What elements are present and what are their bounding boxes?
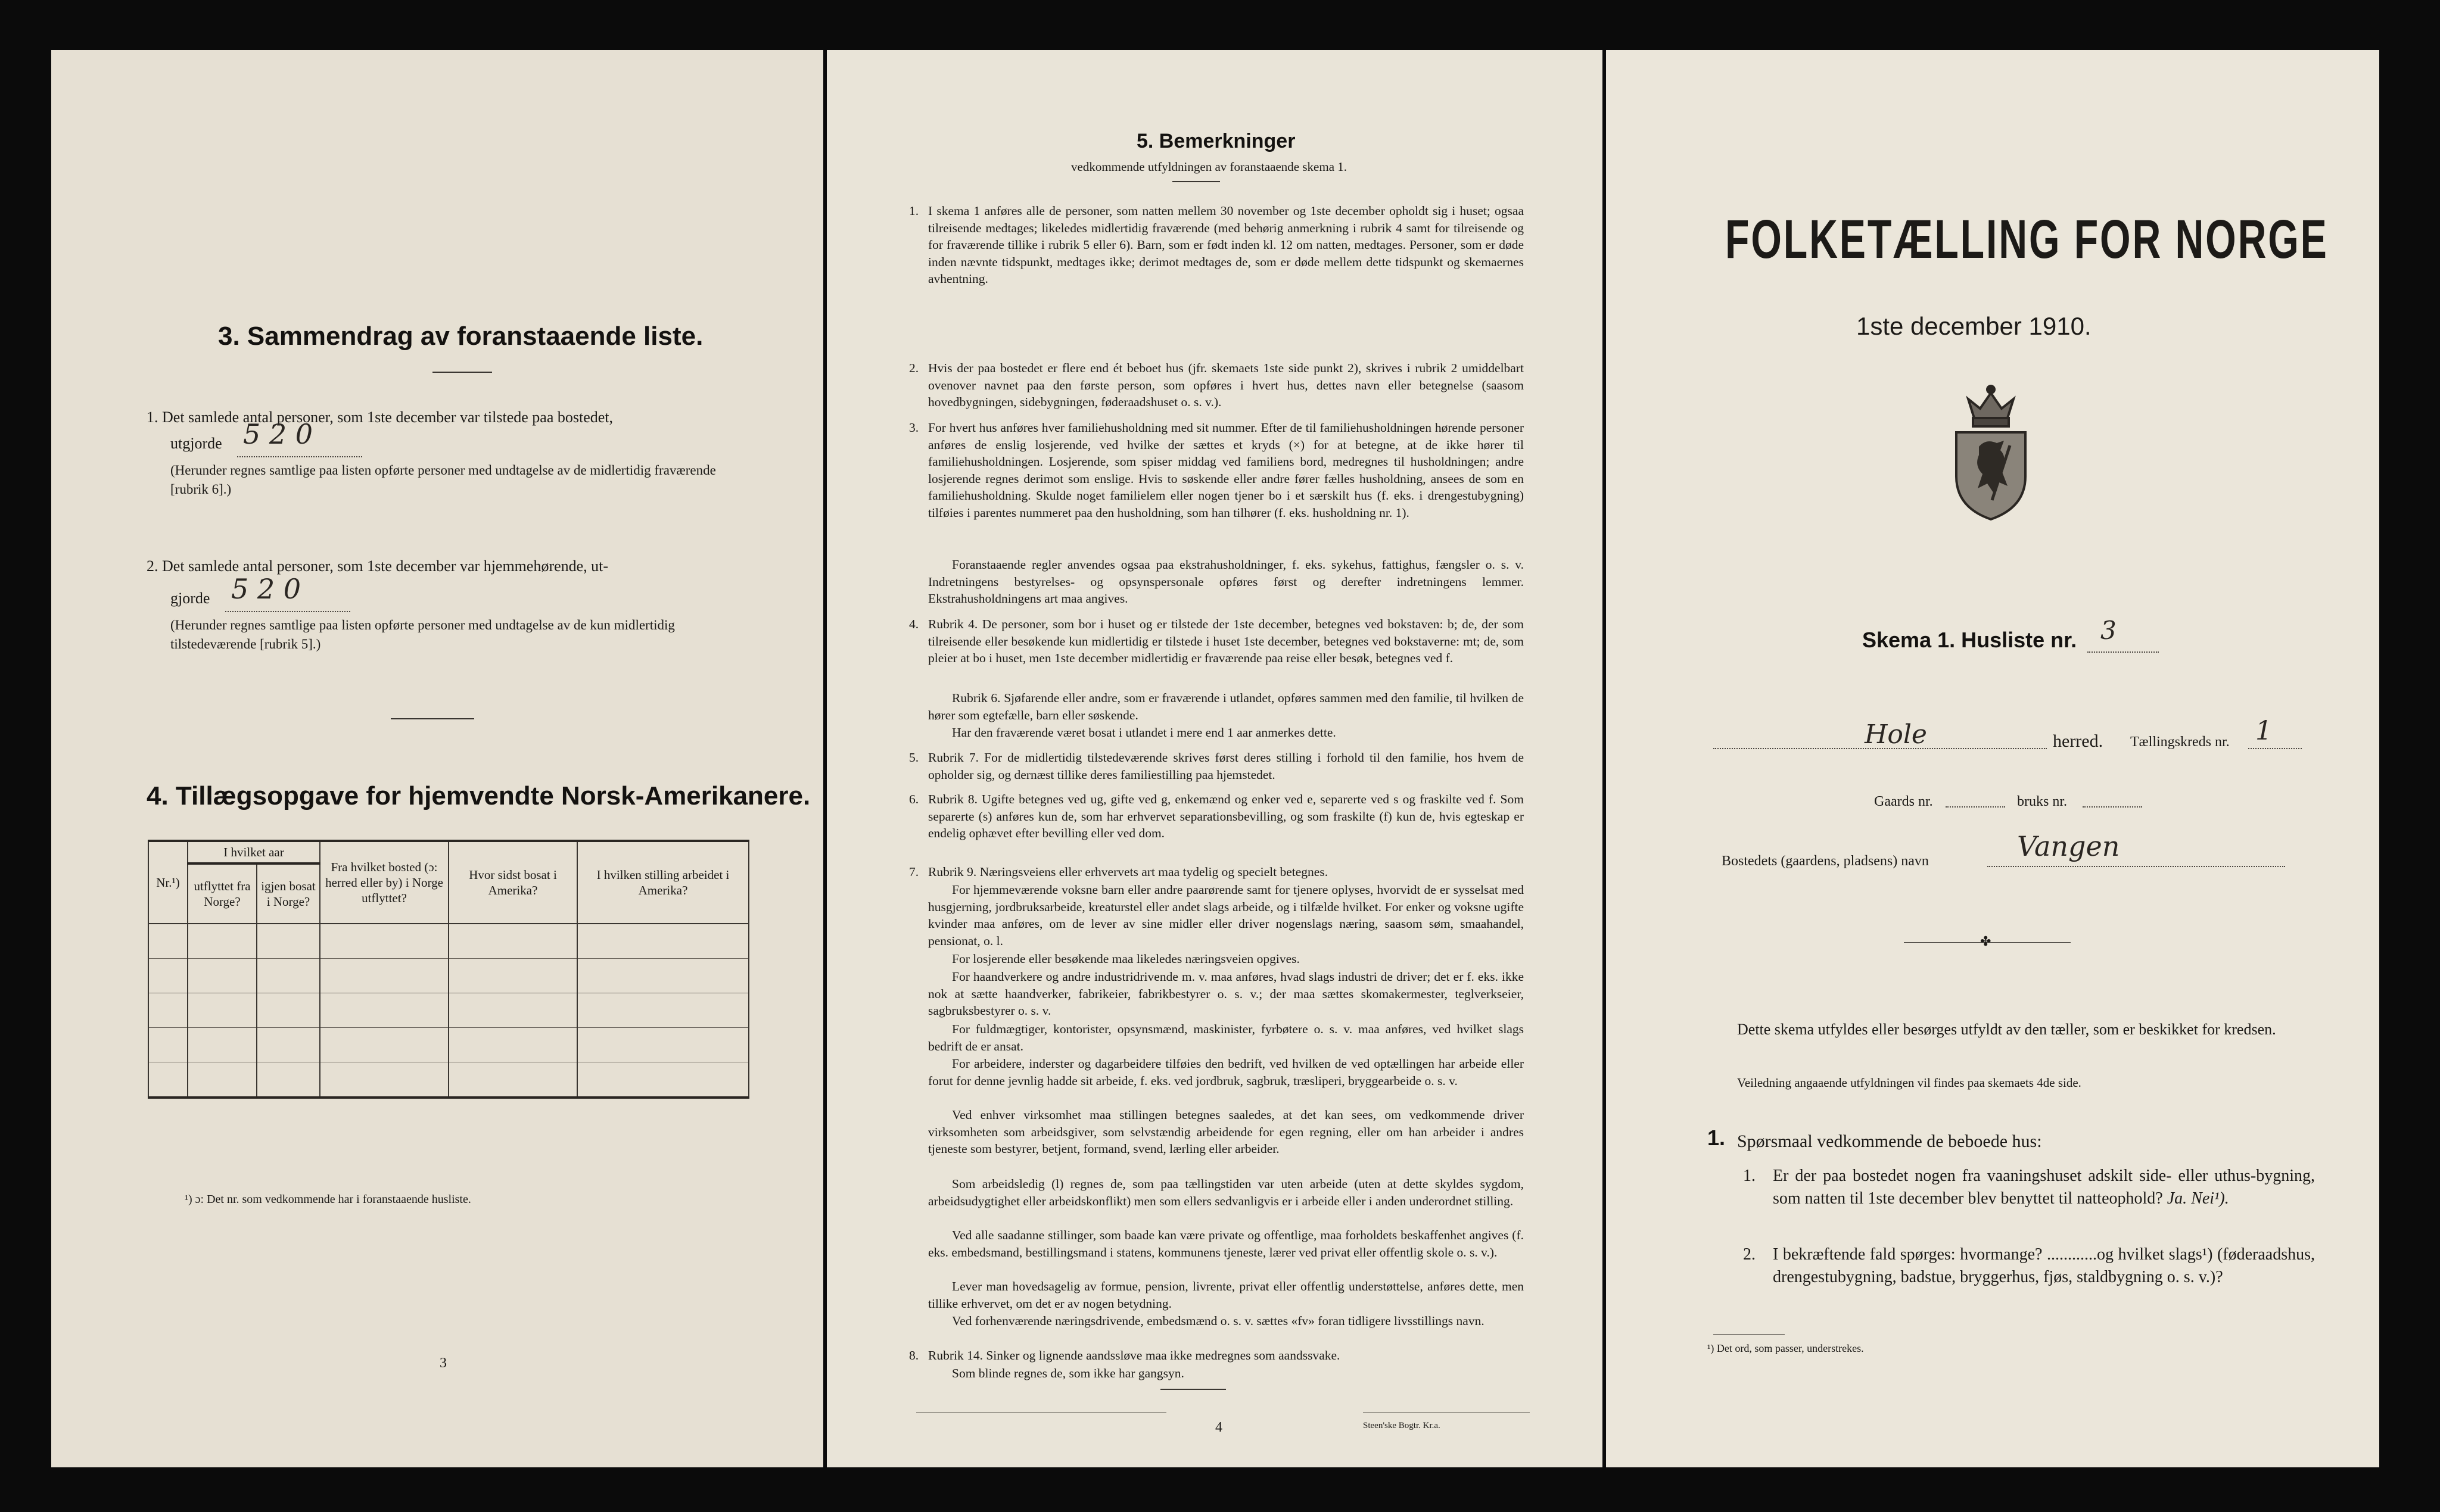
remark-6-number: 6. <box>909 792 919 806</box>
remark-4b: Rubrik 6. Sjøfarende eller andre, som er fraværende i utlandet, opføres sammen med den familie, til hvilken de hører som egtefælle, barn eller søskende. <box>928 691 1524 722</box>
remark-7f: For arbeidere, inderster og dagarbeidere tilføies den bedrift, ved hvilken de ved optællingen har arbeide eller forut for denne jevnlig hadde sit arbeide, f. eks. ved jordbruk, sagbruk, træsliperi, bryggearbeide o. s. v. <box>928 1056 1524 1088</box>
remark-4 <box>909 616 1524 667</box>
printer-imprint: Steen'ske Bogtr. Kr.a. <box>1363 1421 1440 1430</box>
col-igjen-bosat: igjen bosat i Norge? <box>257 863 320 924</box>
remark-8b: Som blinde regnes de, som ikke har gangsyn. <box>952 1366 1184 1380</box>
section4-title: 4. Tillægsopgave for hjemvendte Norsk-Amerikanere. <box>147 781 811 810</box>
fill-line <box>2083 806 2142 808</box>
census-title: FOLKETÆLLING FOR NORGE <box>1725 209 2329 270</box>
remark-2 <box>909 360 1524 411</box>
fill-line <box>1987 866 2285 867</box>
herred-label: herred. <box>2053 731 2103 751</box>
remark-8-text: Rubrik 14. Sinker og lignende aandssløve maa ikke medregnes som aandssvake. <box>928 1348 1340 1363</box>
summary-item-2-label: gjorde <box>170 590 210 607</box>
remark-1 <box>909 202 1524 288</box>
remark-7g: Ved enhver virksomhet maa stillingen betegnes saaledes, at det kan sees, om vedkommende driver virksomheten som arbeidsgiver, som selvstændig arbeidende for egen regning, eller om han arbeider i andres tjeneste som bestyrer, betjent, formand, svend, lærling eller arbeider. <box>928 1108 1524 1156</box>
census-date: 1ste december 1910. <box>1856 312 2092 340</box>
remark-7i: Ved alle saadanne stillinger, som baade kan være private og offentlige, maa forholdets beskaffenhet angives (f. eks. embedsmand, bestillingsmand i statens, kommunens tjeneste, lærer ved privat eller offentlig skole o. s. v.). <box>928 1228 1524 1260</box>
divider <box>432 372 492 373</box>
remark-8 <box>909 1347 1524 1364</box>
page-right <box>1606 50 2379 1467</box>
remark-7d: For haandverkere og andre industridrivende m. v. maa anføres, hvad slags industri de driver; det er f. eks. ikke nok at sætte haandverker, fabrikeier, fabrikbestyrer o. s. v.; der maa sættes skomakermester, teglverkseier, sagbruksbestyrer o. s. v. <box>928 969 1524 1018</box>
remark-3-number: 3. <box>909 420 919 435</box>
col-fra-bosted: Fra hvilket bosted (ɔ: herred eller by) i Norge utflyttet? <box>320 841 449 924</box>
table-row <box>148 1028 749 1062</box>
remark-5 <box>909 749 1524 783</box>
summary-item-1-text: 1. Det samlede antal personer, som 1ste december var tilstede paa bostedet, <box>147 409 614 426</box>
remarks-subtitle: vedkommende utfyldningen av foranstaaende skema 1. <box>1071 160 1347 174</box>
col-utflyttet: utflyttet fra Norge? <box>188 863 257 924</box>
remark-7-number: 7. <box>909 865 919 879</box>
summary-item-1-note: (Herunder regnes samtlige paa listen opførte personer med undtagelse av de midlertidig fraværende [rubrik 6].) <box>170 463 716 497</box>
fill-line <box>2248 748 2302 749</box>
divider <box>1713 1334 1785 1335</box>
remark-7k: Ved forhenværende næringsdrivende, embedsmænd o. s. v. sættes «fv» foran tidligere livsstillings navn. <box>952 1314 1484 1328</box>
remark-2-number: 2. <box>909 361 919 375</box>
remark-5-text: Rubrik 7. For de midlertidig tilstedeværende skrives først deres stilling i forhold til den familie, hos hvem de opholder sig, og dernæst tillike deres familiestilling paa hjemstedet. <box>928 750 1524 782</box>
page-number: 4 <box>1215 1420 1222 1435</box>
norsk-amerikanere-table <box>148 840 749 1099</box>
divider <box>391 718 474 719</box>
remark-6-text: Rubrik 8. Ugifte betegnes ved ug, gifte ved g, enkemænd og enker ved e, separerte ved s og fraskilte ved f. Som separerte (s) anføres kun de, som har erhvervet separationsbevilling, og som fraskilte (f) kun de, hvis egteskap er endelig ophævet efter bevilling eller ved dom. <box>928 792 1524 841</box>
table-footnote: ¹) ɔ: Det nr. som vedkommende har i foranstaaende husliste. <box>185 1193 471 1206</box>
col-stilling: I hvilken stilling arbeidet i Amerika? <box>577 841 749 924</box>
summary-item-2-text: 2. Det samlede antal personer, som 1ste december var hjemmehørende, ut- <box>147 557 609 575</box>
fill-line <box>225 611 350 612</box>
question-1-text <box>1773 1165 2315 1210</box>
norwegian-coat-of-arms-icon <box>1950 381 2031 524</box>
col-hvor-bosat: Hvor sidst bosat i Amerika? <box>449 841 577 924</box>
bosted-label: Bostedets (gaardens, pladsens) navn <box>1722 853 1929 869</box>
question-2-text: I bekræftende fald spørges: hvormange? ............og hvilket slags¹) (føderaadshus, drengestubygning, badstue, bryggerhus, fjøs, staldbygning o. s. v.)? <box>1773 1245 2315 1286</box>
divider <box>1172 181 1220 182</box>
remark-4-text: Rubrik 4. De personer, som bor i huset og er tilstede der 1ste december, betegnes ved bokstaven: b; de, der som tilreisende eller besøkende kun midlertidig er tilstede i huset 1ste december, betegnes ved bokstaverne: mt; de, som pleier at bo i huset, men 1ste december midlertidig er fraværende paa reise eller besøk, betegnes ved f. <box>928 617 1524 666</box>
divider <box>1160 1389 1226 1390</box>
remark-2-text: Hvis der paa bostedet er flere end ét beboet hus (jfr. skemaets 1ste side punkt 2), skrives i rubrik 2 umiddelbart ovenover navnet paa den første person, som opføres i hvert hus, dettes navn eller betegnelse (saasom hovedbygningen, sidebygningen, føderaadshuset o. s. v.). <box>928 361 1524 410</box>
table-row <box>148 959 749 993</box>
bruks-label: bruks nr. <box>2017 794 2067 809</box>
remark-7b: For hjemmeværende voksne barn eller andre paarørende samt for tjenere oplyses, hvorvidt de er sysselsat med husgjerning, jordbruksarbeide, kreaturstel eller andet slags arbeide, og i tilfælde hvilket. For enker og voksne ugifte kvinder maa anføres, om de lever av sine midler eller driver nogenslags næring, saasom søm, smaahandel, pensionat, o. l. <box>928 883 1524 948</box>
fill-line <box>237 456 362 457</box>
kreds-value: 1 <box>2255 716 2272 746</box>
page-middle <box>827 50 1602 1467</box>
col-group-year: I hvilket aar <box>188 841 320 863</box>
table-row <box>148 993 749 1028</box>
remarks-title: 5. Bemerkninger <box>1137 130 1296 152</box>
remark-1-text: I skema 1 anføres alle de personer, som natten mellem 30 november og 1ste december opholdt sig i huset; ogsaa tilreisende medtages; likeledes midlertidig fraværende (med behørig anmerkning i rubrik 4 samt for tilreisende og for fraværende tillike i rubrik 5 eller 6). Barn, som er født inden kl. 12 om natten, medtages. Personer, som er døde inden nævnte tidspunkt, medtages ikke; derimot medtages de, som er døde mellem dette tidspunkt og skemaernes avhentning. <box>928 204 1524 286</box>
remark-8-number: 8. <box>909 1348 919 1363</box>
remark-7-text: Rubrik 9. Næringsveiens eller erhvervets art maa tydelig og specielt betegnes. <box>928 865 1328 879</box>
question-2-number: 2. <box>1743 1245 1756 1264</box>
remark-3-text: For hvert hus anføres hver familiehusholdning med sit nummer. Efter de til familiehusholdningen hørende personer anføres de enslig losjerende, ved hvilke der sættes et kryds (×) for at betegne, at de ikke hører til familiehusholdningen. Losjerende, som spiser middag ved familiens bord, medregnes til husholdningen; andre losjerende regnes derimot som enslige. Hvis to søskende eller andre fører fælles husholdning, ansees de som en familiehusholdning. Skulde noget familielem eller nogen tjener bo i et særskilt hus (f. eks. i drengestubygning) tilføies i parentes nummeret paa den husholdning, som han tilhører (f. eks. husholdning nr. 1). <box>928 420 1524 520</box>
remark-7 <box>909 863 1524 881</box>
herred-value: Hole <box>1865 719 1927 750</box>
question-1-number: 1. <box>1743 1167 1756 1185</box>
remark-7e: For fuldmægtiger, kontorister, opsynsmænd, maskinister, fyrbøtere o. s. v. maa anføres, ved hvilket slags bedrift de er ansat. <box>928 1022 1524 1053</box>
bosted-value: Vangen <box>2017 830 2120 862</box>
fill-line <box>2087 651 2159 653</box>
right-footnote: ¹) Det ord, som passer, understrekes. <box>1707 1342 1864 1354</box>
remark-3 <box>909 419 1524 522</box>
summary-item-1-label: utgjorde <box>170 435 222 452</box>
page-left <box>51 50 823 1467</box>
page-number: 3 <box>440 1355 447 1371</box>
remark-7j: Lever man hovedsagelig av formue, pension, livrente, privat eller offentlig understøttelse, anføres dette, men tillike erhvervet, om det er av nogen betydning. <box>928 1279 1524 1311</box>
instruction-note: Veiledning angaaende utfyldningen vil findes paa skemaets 4de side. <box>1737 1075 2081 1090</box>
remark-6 <box>909 791 1524 842</box>
remark-3b: Foranstaaende regler anvendes ogsaa paa ekstrahusholdninger, f. eks. sykehus, fattighus, fængsler o. s. v. Indretningens bestyrelses- og opsynspersonale opføres først og derefter indretningens lemmer. Ekstrahusholdningens art maa angives. <box>928 557 1524 606</box>
kreds-label: Tællingskreds nr. <box>2130 734 2230 750</box>
fill-line <box>1946 806 2005 808</box>
gaards-label: Gaards nr. <box>1874 794 1933 809</box>
remark-4c: Har den fraværende været bosat i utlandet i mere end 1 aar anmerkes dette. <box>952 725 1336 740</box>
remark-4-number: 4. <box>909 617 919 631</box>
remark-7h: Som arbeidsledig (l) regnes de, som paa tællingstiden var uten arbeide (uten at dette skyldes sygdom, arbeidsudygtighet eller arbeidskonflikt) men som ellers sedvanligvis er i arbeide eller i anden underordnet stilling. <box>928 1177 1524 1208</box>
summary-item-2-note: (Herunder regnes samtlige paa listen opførte personer med undtagelse av de kun midlertidig tilstedeværende [rubrik 5].) <box>170 618 675 651</box>
summary-item-2-value: 5 2 0 <box>231 573 301 605</box>
questions-heading: Spørsmaal vedkommende de beboede hus: <box>1737 1131 2042 1151</box>
ornament-icon: ✤ <box>1980 934 1991 949</box>
col-nr: Nr.¹) <box>148 841 188 924</box>
skema-label: Skema 1. Husliste nr. <box>1862 628 2077 652</box>
table-row <box>148 1062 749 1098</box>
remark-1-number: 1. <box>909 204 919 218</box>
remark-7c: For losjerende eller besøkende maa likeledes næringsveien opgives. <box>952 952 1300 966</box>
questions-number: 1. <box>1707 1126 1726 1150</box>
question-1-answer: Ja. Nei¹). <box>2167 1189 2229 1208</box>
question-1-body: Er der paa bostedet nogen fra vaaningshuset adskilt side- eller uthus-bygning, som natten til 1ste december blev benyttet til natteophold? <box>1773 1167 2315 1208</box>
instruction-text: Dette skema utfyldes eller besørges utfyldt av den tæller, som er beskikket for kredsen. <box>1737 1021 2276 1038</box>
summary-item-1-value: 5 2 0 <box>243 418 313 450</box>
husliste-number: 3 <box>2100 616 2117 645</box>
remark-5-number: 5. <box>909 750 919 765</box>
table-row <box>148 924 749 959</box>
section3-title: 3. Sammendrag av foranstaaende liste. <box>218 322 704 351</box>
